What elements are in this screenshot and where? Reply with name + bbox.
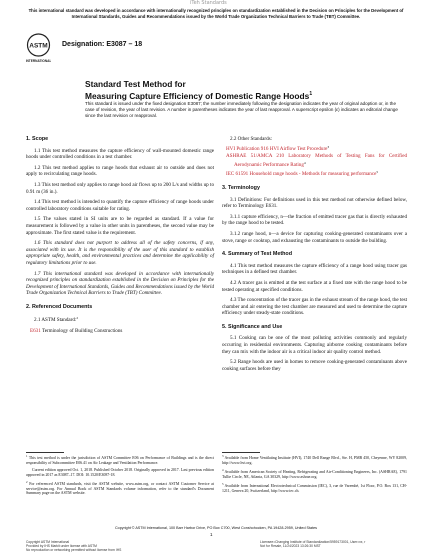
footnotes-right xyxy=(222,454,407,495)
paragraph-1-5: 1.5 The values stated in SI units are to be regarded as standard. If a value for measurement is followed by a value in other units in parentheses, the second value may be approximate. The first stated value is the requirement. xyxy=(26,216,214,236)
paragraph-5-1: 5.1 Cooking can be one of the most polluting activities commonly and regularly occurring in residential environments. Capturing airborne cooking contaminants before they can mix with the indoor air is a critical indoor air quality control method. xyxy=(222,335,407,355)
astm-logo xyxy=(26,33,51,64)
paragraph-2-2: 2.2 Other Standards: xyxy=(230,136,273,142)
logo-text: ASTM xyxy=(29,42,48,50)
footnote-4: $^4$ Available from American Society of Heating, Refrigerating and Air-Conditioning Engineers, Inc. (ASHRAE), 1791 Tullie Circle, NE, Atlanta, GA 30329, http://www.ashrae.org. xyxy=(222,467,407,479)
title-line-2: Measuring Capture Efficiency of Domestic Range Hoods$^1$ xyxy=(85,91,313,101)
copyright-line: Copyright © ASTM International, 100 Barr Harbor Drive, PO Box C700, West Conshohocken, PA 19428-2959, United States xyxy=(114,526,317,530)
reference-link-e631[interactable]: E631 xyxy=(30,328,41,335)
paragraph-1-6: 1.6 This standard does not purport to address all of the safety concerns, if any, associated with its use. It is the responsibility of the user of this standard to establish appropriate safety, health, and environmental practices and determine the applicability of regulatory limitations prior to use. xyxy=(26,240,214,266)
paragraph-4-1: 4.1 This test method measures the capture efficiency of a range hood using tracer gas techniques in a defined test chamber. xyxy=(222,262,407,276)
section-heading-terminology: 3. Terminology xyxy=(222,184,260,191)
paragraph-1-7: 1.7 This international standard was developed in accordance with internationally recognized principles on standardization established in the Decision on Principles for the Development of International Standards, Guides and Recommendations issued by the World Trade Organization Technical Barriers to Trade (TBT) Committee. xyxy=(26,270,214,297)
reference-link-ashrae51[interactable]: ASHRAE 51/AMCA 210 Laboratory Methods of Testing Fans for Certified Aerodynamic Performance Rating xyxy=(226,153,407,168)
footnote-2: $^2$ For referenced ASTM standards, visit the ASTM website, www.astm.org, or contact ASTM Customer Service at service@astm.org. For Annual Book of ASTM Standards volume information, refer to the standard's Document Summary page on the ASTM website. xyxy=(26,479,214,496)
reference-link-hvi916[interactable]: HVI Publication 916 HVI Airflow Test Procedure xyxy=(226,145,328,152)
paragraph-4-2: 4.2 A tracer gas is emitted at the test surface at a fixed rate with the range hood to be tested operating at specified conditions. xyxy=(222,279,407,293)
footnote-rule-right xyxy=(222,452,260,453)
page-number: 1 xyxy=(210,532,213,537)
license-notice-right: Licensee=Changing Institute of Standardization/5959173001, User=xx, r Not for Resale, 11/24/2023 13:26:30 MST xyxy=(260,540,366,548)
reference-e631: E631 Terminology of Building Constructions xyxy=(30,328,123,335)
footnote-3: $^3$ Available from Home Ventilating Institute (HVI), 1740 Dell Range Blvd., Ste. H, PMB 450, Cheyenne, WY 82009, http://www.hvi.org. xyxy=(222,454,407,465)
reference-hvi916: HVI Publication 916 HVI Airflow Test Procedure$^3$ xyxy=(226,144,330,152)
paragraph-2-1: 2.1 ASTM Standard:$^2$ xyxy=(34,316,79,324)
section-heading-significance: 5. Significance and Use xyxy=(222,323,283,330)
paragraph-1-3: 1.3 This test method only applies to range hood air flows up to 200 L/s and widths up to 0.91 m (36 in.). xyxy=(26,181,214,195)
left-column xyxy=(26,136,214,336)
section-heading-summary: 4. Summary of Test Method xyxy=(222,251,292,258)
paragraph-5-2: 5.2 Range hoods are used in homes to remove cooking-generated contaminants above cooking surfaces before they xyxy=(222,359,407,372)
paragraph-4-3: 4.3 The concentration of the tracer gas in the exhaust stream of the range hood, the test chamber and air entering the test chamber are measured and used to determine the capture efficiency under steady-state conditions. xyxy=(222,297,407,317)
paragraph-1-1: 1.1 This test method measures the capture efficiency of wall-mounted domestic range hoods under controlled conditions in a test chamber. xyxy=(26,147,214,161)
right-column xyxy=(222,136,407,376)
preamble: This international standard was developed in accordance with internationally recognized principles on standardization established in the Decision on Principles for the Development of International Standards, Guides and Recommendations issued by the World Trade Organization Technical Barriers to Trade (TBT) Committee. xyxy=(28,8,404,19)
footnote-1-edition: Current edition approved Oct. 1, 2018. Published October 2018. Originally approved in 2017. Last previous edition approved in 2017 as E3087–17. DOI: 10.1520/E3087-18. xyxy=(26,467,214,477)
footnote-1: $^1$ This test method is under the jurisdiction of ASTM Committee E06 on Performance of Buildings and is the direct responsibility of Subcommittee E06.41 on Air Leakage and Ventilation Performance. xyxy=(26,454,215,465)
paragraph-3-1: 3.1 Definitions: For definitions used in this test method not otherwise defined below, refer to Terminology E631. xyxy=(222,196,407,210)
license-notice-left: Copyright ASTM International Provided by IHS Markit under license with ASTM No reproduction or networking permitted without license from IHS xyxy=(26,540,122,552)
reference-ashrae51: ASHRAE 51/AMCA 210 Laboratory Methods of Testing Fans for Certified Aerodynamic Performance Rating$^4$ xyxy=(226,153,407,168)
paragraph-3-1-1: 3.1.1 capture efficiency, n—the fraction of emitted tracer gas that is directly exhausted by the range hood to be tested. xyxy=(222,213,407,227)
paragraph-1-4: 1.4 This test method is intended to quantify the capture efficiency of range hoods under controlled laboratory conditions suitable for rating. xyxy=(26,199,214,212)
title-footnote-ref[interactable]: 1 xyxy=(309,91,313,97)
watermark: iTeh Standards xyxy=(190,0,227,6)
standard-note: This standard is issued under the fixed designation E3087; the number immediately following the designation indicates the year of original adoption or, in the case of revision, the year of last revision. A number in parentheses indicates the year of last reapproval. A superscript epsilon (ε) indicates an editorial change since the last revision or reapproval. xyxy=(85,101,398,118)
footnotes-left xyxy=(26,454,214,498)
section-heading-referenced-documents: 2. Referenced Documents xyxy=(26,303,93,310)
title-line-1: Standard Test Method for xyxy=(85,79,186,89)
paragraph-1-2: 1.2 This test method applies to range hoods that exhaust air to outside and does not apply to recirculating range hoods. xyxy=(26,164,214,178)
title-block xyxy=(85,79,385,101)
paragraph-3-1-2: 3.1.2 range hood, n—a device for capturing cooking-generated contaminants over a stove, range or cooktop, and exhausting the contaminants to outside the building. xyxy=(222,230,407,244)
footnote-rule-left xyxy=(26,452,64,453)
logo-subtext: INTERNATIONAL xyxy=(26,59,51,63)
reference-iec61591: IEC 61591 Household range hoods - Methods for measuring performance$^5$ xyxy=(226,170,379,178)
reference-link-iec61591[interactable]: IEC 61591 Household range hoods - Methods for measuring performance xyxy=(226,171,377,178)
footnote-5: $^5$ Available from International Electrotechnical Commission (IEC), 3, rue de Varembé, 1st Floor, P.O. Box 131, CH-1211, Geneva 20, Switzerland, http://www.iec.ch. xyxy=(222,481,407,493)
footnote-ref-2[interactable]: 2 xyxy=(76,316,79,321)
designation: Designation: E3087 – 18 xyxy=(62,41,143,48)
section-heading-scope: 1. Scope xyxy=(26,136,49,142)
